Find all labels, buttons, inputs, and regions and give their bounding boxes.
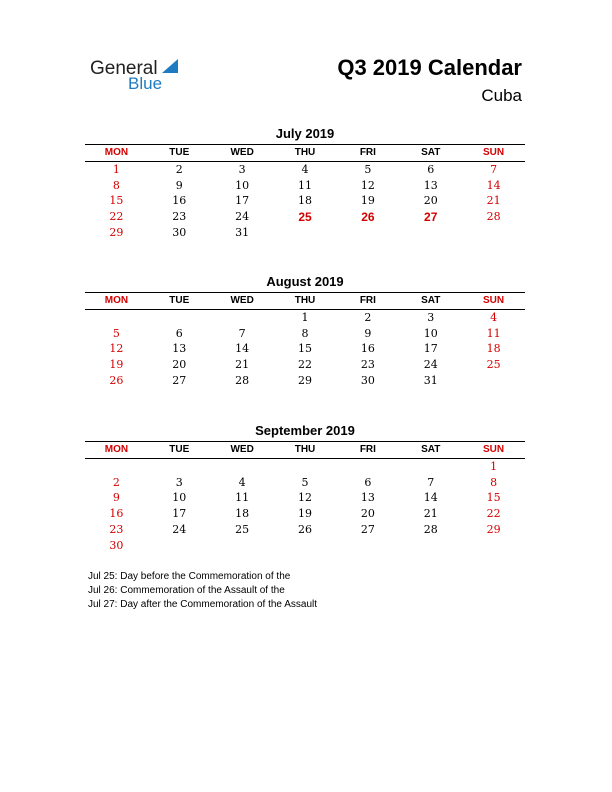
day-cell: 1: [490, 459, 498, 473]
day-cell: 6: [364, 475, 372, 489]
day-cell: 23: [360, 358, 375, 372]
day-cell: 29: [486, 522, 501, 536]
week-row: [85, 193, 525, 209]
day-cell: 13: [360, 491, 375, 505]
day-cell: 27: [424, 210, 438, 225]
day-cell: [85, 459, 148, 475]
day-cell: 19: [360, 194, 375, 208]
weekday-label: MON: [104, 147, 129, 158]
day-cell: 2: [175, 162, 183, 176]
day-cell: 17: [423, 342, 438, 356]
weekday-label: FRI: [359, 295, 376, 306]
week-row: [85, 326, 525, 342]
country-name: Cuba: [481, 86, 522, 105]
generalblue-logo: [90, 56, 210, 96]
day-cell: 29: [109, 225, 124, 239]
logo-text-general: General: [90, 58, 158, 79]
weekday-label: WED: [230, 147, 254, 158]
weekday-label: THU: [294, 444, 316, 455]
day-cell: 7: [490, 162, 498, 176]
day-cell: 30: [360, 373, 375, 387]
month-title: July 2019: [275, 126, 335, 141]
weekday-header: [85, 293, 525, 310]
day-cell: 29: [298, 373, 312, 387]
day-cell: 4: [301, 162, 309, 176]
day-cell: 4: [490, 310, 498, 324]
weekday-label: FRI: [359, 147, 376, 158]
day-cell: 1: [112, 162, 120, 176]
day-cell: 27: [360, 522, 375, 536]
day-cell: 9: [364, 326, 372, 340]
month-block: [85, 422, 525, 554]
day-cell: [274, 538, 337, 554]
day-cell: [336, 459, 399, 475]
day-cell: 3: [238, 162, 246, 176]
day-cell: [462, 373, 525, 389]
day-cell: [274, 459, 337, 475]
holiday-note: Jul 27: Day after the Commemoration of the Assault: [88, 599, 317, 610]
day-cell: 21: [423, 507, 438, 521]
day-cell: 20: [172, 358, 187, 372]
day-cell: 26: [109, 373, 124, 387]
day-cell: 21: [235, 358, 250, 372]
day-cell: 14: [486, 178, 501, 192]
day-cell: [336, 225, 399, 241]
week-row: [85, 475, 525, 491]
weekday-label: SAT: [421, 147, 441, 158]
weekday-label: TUE: [169, 147, 190, 158]
day-cell: 28: [486, 210, 501, 224]
day-cell: 23: [109, 522, 124, 536]
weekday-label: WED: [230, 295, 254, 306]
week-row: [85, 310, 525, 326]
day-cell: 10: [423, 326, 438, 340]
day-cell: 19: [298, 507, 312, 521]
day-cell: 11: [486, 326, 501, 340]
month-title: August 2019: [266, 274, 344, 289]
day-cell: 26: [361, 210, 375, 225]
day-cell: 26: [298, 522, 312, 536]
day-cell: [211, 310, 274, 326]
day-cell: [336, 538, 399, 554]
holiday-note: Jul 26: Commemoration of the Assault of the: [88, 585, 285, 596]
day-cell: 16: [360, 342, 375, 356]
day-cell: 24: [235, 210, 250, 224]
day-cell: [399, 538, 462, 554]
day-cell: 8: [301, 326, 309, 340]
day-cell: 24: [423, 358, 438, 372]
weekday-label: SUN: [483, 295, 505, 306]
weekday-label: MON: [104, 444, 129, 455]
day-cell: 20: [423, 194, 438, 208]
day-cell: 3: [175, 475, 183, 489]
day-cell: 25: [486, 358, 501, 372]
day-cell: 14: [423, 491, 438, 505]
day-cell: 21: [486, 194, 501, 208]
weekday-header: [85, 145, 525, 162]
weekday-header: [85, 442, 525, 459]
weekday-label: WED: [230, 444, 254, 455]
weekday-label: SAT: [421, 444, 441, 455]
week-row: [85, 490, 525, 506]
day-cell: 25: [235, 522, 250, 536]
day-cell: 23: [172, 210, 187, 224]
day-cell: 22: [298, 358, 312, 372]
day-cell: [148, 538, 211, 554]
weekday-label: TUE: [169, 444, 190, 455]
holiday-note: Jul 25: Day before the Commemoration of the: [88, 571, 291, 582]
day-cell: 15: [298, 342, 312, 356]
day-cell: 5: [112, 326, 120, 340]
week-row: [85, 357, 525, 373]
day-cell: 10: [235, 178, 250, 192]
day-cell: 6: [175, 326, 183, 340]
day-cell: 18: [486, 342, 501, 356]
week-row: [85, 522, 525, 538]
week-row: [85, 538, 525, 554]
day-cell: [274, 225, 337, 241]
day-cell: [462, 225, 525, 241]
day-cell: 13: [172, 342, 187, 356]
day-cell: 13: [423, 178, 438, 192]
month-title: September 2019: [255, 423, 355, 438]
weekday-label: SAT: [421, 295, 441, 306]
day-cell: 25: [298, 210, 312, 225]
day-cell: [399, 459, 462, 475]
month-grid: [85, 292, 525, 389]
day-cell: 16: [109, 507, 124, 521]
week-row: [85, 209, 525, 225]
weekday-label: TUE: [169, 295, 190, 306]
day-cell: 16: [172, 194, 187, 208]
day-cell: 15: [109, 194, 124, 208]
logo-triangle-icon: [162, 59, 178, 73]
day-cell: 10: [172, 491, 187, 505]
day-cell: 8: [112, 178, 120, 192]
day-cell: 12: [360, 178, 375, 192]
day-cell: 12: [298, 491, 312, 505]
day-cell: [211, 538, 274, 554]
day-cell: 28: [423, 522, 438, 536]
week-row: [85, 506, 525, 522]
day-cell: [462, 538, 525, 554]
month-block: [85, 125, 525, 241]
weekday-label: SUN: [483, 147, 505, 158]
day-cell: 2: [364, 310, 372, 324]
month-grid: [85, 144, 525, 241]
day-cell: 9: [112, 491, 120, 505]
holiday-notes: [88, 570, 317, 612]
day-cell: 2: [112, 475, 120, 489]
day-cell: [148, 459, 211, 475]
day-cell: [211, 459, 274, 475]
day-cell: 24: [172, 522, 187, 536]
day-cell: 14: [235, 342, 250, 356]
day-cell: 19: [109, 358, 124, 372]
weekday-label: SUN: [483, 444, 505, 455]
day-cell: 17: [172, 507, 187, 521]
logo-text-blue: Blue: [128, 74, 163, 93]
day-cell: 12: [109, 342, 124, 356]
week-row: [85, 341, 525, 357]
day-cell: 17: [235, 194, 250, 208]
day-cell: [399, 225, 462, 241]
day-cell: 4: [238, 475, 246, 489]
weekday-label: THU: [294, 147, 316, 158]
day-cell: 31: [235, 225, 250, 239]
week-row: [85, 373, 525, 389]
day-cell: 28: [235, 373, 250, 387]
day-cell: [148, 310, 211, 326]
day-cell: 8: [490, 475, 498, 489]
day-cell: 11: [298, 178, 312, 192]
day-cell: 11: [235, 491, 250, 505]
day-cell: 1: [301, 310, 309, 324]
day-cell: 22: [486, 507, 501, 521]
day-cell: 22: [109, 210, 124, 224]
day-cell: 7: [238, 326, 246, 340]
day-cell: 15: [486, 491, 501, 505]
day-cell: 30: [172, 225, 187, 239]
day-cell: 6: [427, 162, 435, 176]
week-row: [85, 225, 525, 241]
day-cell: 31: [423, 373, 438, 387]
weekday-label: MON: [104, 295, 129, 306]
day-cell: 7: [427, 475, 435, 489]
day-cell: 5: [364, 162, 372, 176]
weekday-label: THU: [294, 295, 316, 306]
month-grid: [85, 441, 525, 554]
day-cell: 30: [109, 538, 124, 552]
day-cell: 3: [427, 310, 435, 324]
weekday-label: FRI: [359, 444, 376, 455]
month-block: [85, 273, 525, 389]
week-row: [85, 162, 525, 178]
day-cell: 9: [175, 178, 183, 192]
week-row: [85, 178, 525, 194]
page-title: Q3 2019 Calendar: [337, 55, 522, 80]
day-cell: [85, 310, 148, 326]
week-row: [85, 459, 525, 475]
day-cell: 27: [172, 373, 187, 387]
day-cell: 5: [301, 475, 309, 489]
day-cell: 18: [298, 194, 312, 208]
day-cell: 20: [360, 507, 375, 521]
day-cell: 18: [235, 507, 250, 521]
